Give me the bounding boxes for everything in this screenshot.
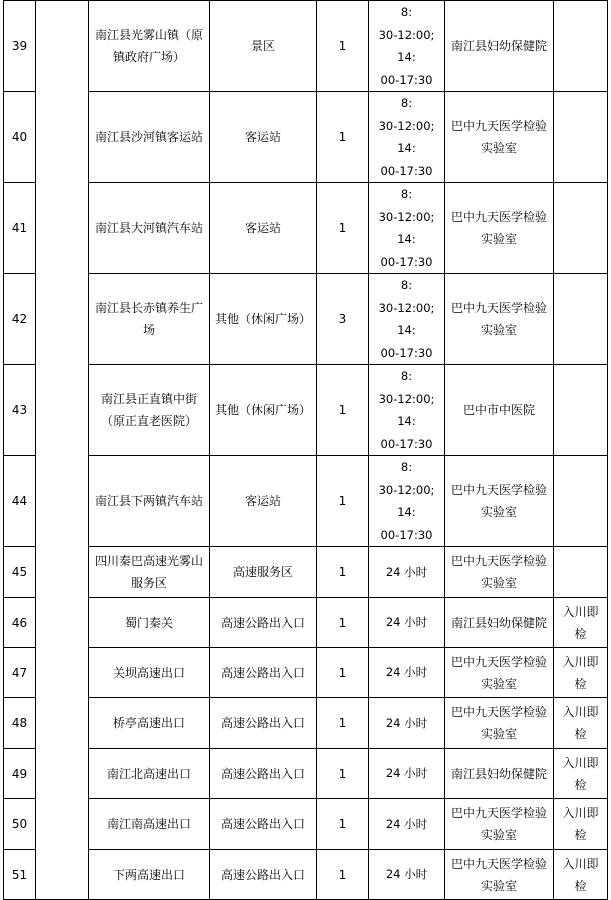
point-count-cell: 1: [317, 598, 369, 648]
row-number-cell: 51: [4, 850, 36, 900]
note-cell: 入川即检: [554, 648, 608, 698]
site-type-cell: 高速服务区: [210, 547, 317, 598]
service-hours-line: 14:: [397, 414, 416, 428]
site-name-cell: 桥亭高速出口: [89, 698, 210, 749]
row-number-cell: 42: [4, 274, 36, 365]
site-name-cell: 南江县沙河镇客运站: [89, 92, 210, 183]
row-number-cell: 43: [4, 365, 36, 456]
district-cell: [36, 799, 89, 850]
note-cell: [554, 456, 608, 547]
row-number-cell: 49: [4, 749, 36, 799]
row-number-cell: 39: [4, 1, 36, 92]
service-hours-line: 24 小时: [385, 816, 428, 831]
site-name-cell: 南江北高速出口: [89, 749, 210, 799]
district-cell: [36, 850, 89, 900]
site-type-cell: 高速公路出入口: [210, 850, 317, 900]
table-row: [4, 598, 608, 648]
site-type-cell: 客运站: [210, 183, 317, 274]
district-cell: [36, 1, 89, 92]
row-number-cell: 45: [4, 547, 36, 598]
service-hours-line: 14:: [397, 141, 416, 155]
lab-cell: 巴中九天医学检验实验室: [445, 92, 554, 183]
service-hours-line: 30-12:00;: [378, 209, 435, 224]
point-count-cell: 1: [317, 850, 369, 900]
service-hours-cell: [369, 648, 445, 698]
point-count-cell: 3: [317, 274, 369, 365]
service-hours-line: 30-12:00;: [378, 118, 435, 133]
service-hours-line: 24 小时: [385, 715, 428, 730]
lab-cell: 巴中九天医学检验实验室: [445, 183, 554, 274]
lab-cell: 巴中九天医学检验实验室: [445, 547, 554, 598]
table-row: [4, 92, 608, 183]
table-row: [4, 749, 608, 799]
table-row: [4, 1, 608, 92]
point-count-cell: 1: [317, 698, 369, 749]
service-hours-line: 00-17:30: [380, 163, 433, 178]
service-hours-line: 8:: [400, 460, 413, 474]
service-hours-line: 14:: [397, 323, 416, 337]
site-name-cell: 南江南高速出口: [89, 799, 210, 850]
table-row: [4, 698, 608, 749]
district-cell: [36, 648, 89, 698]
service-hours-line: 8:: [400, 96, 413, 110]
site-name-cell: 南江县光雾山镇（原镇政府广场）: [89, 1, 210, 92]
row-number-cell: 44: [4, 456, 36, 547]
district-cell: [36, 547, 89, 598]
point-count-cell: 1: [317, 799, 369, 850]
row-number-cell: 50: [4, 799, 36, 850]
service-hours-line: 24 小时: [385, 766, 428, 781]
district-cell: [36, 183, 89, 274]
service-hours-line: 00-17:30: [380, 436, 433, 451]
point-count-cell: 1: [317, 648, 369, 698]
service-hours-line: 30-12:00;: [378, 391, 435, 406]
service-hours-line: 8:: [400, 278, 413, 292]
point-count-cell: 1: [317, 749, 369, 799]
site-name-cell: 南江县大河镇汽车站: [89, 183, 210, 274]
row-number-cell: 48: [4, 698, 36, 749]
lab-cell: 南江县妇幼保健院: [445, 749, 554, 799]
lab-cell: 巴中九天医学检验实验室: [445, 456, 554, 547]
note-cell: 入川即检: [554, 850, 608, 900]
service-hours-cell: [369, 698, 445, 749]
table-body: [4, 1, 608, 900]
service-hours-line: 14:: [397, 505, 416, 519]
lab-cell: 南江县妇幼保健院: [445, 1, 554, 92]
note-cell: [554, 274, 608, 365]
site-name-cell: 下两高速出口: [89, 850, 210, 900]
note-cell: 入川即检: [554, 698, 608, 749]
lab-cell: 巴中市中医院: [445, 365, 554, 456]
service-hours-cell: [369, 274, 445, 365]
service-hours-line: 8:: [400, 369, 413, 383]
point-count-cell: 1: [317, 456, 369, 547]
lab-cell: 南江县妇幼保健院: [445, 598, 554, 648]
site-type-cell: 客运站: [210, 92, 317, 183]
district-cell: [36, 274, 89, 365]
service-hours-line: 14:: [397, 232, 416, 246]
lab-cell: 巴中九天医学检验实验室: [445, 274, 554, 365]
site-type-cell: 高速公路出入口: [210, 648, 317, 698]
row-number-cell: 41: [4, 183, 36, 274]
site-type-cell: 高速公路出入口: [210, 799, 317, 850]
point-count-cell: 1: [317, 365, 369, 456]
lab-cell: 巴中九天医学检验实验室: [445, 799, 554, 850]
note-cell: [554, 183, 608, 274]
note-cell: 入川即检: [554, 799, 608, 850]
service-hours-cell: [369, 92, 445, 183]
service-hours-line: 24 小时: [385, 665, 428, 680]
note-cell: 入川即检: [554, 749, 608, 799]
point-count-cell: 1: [317, 92, 369, 183]
service-hours-cell: [369, 850, 445, 900]
service-hours-line: 24 小时: [385, 615, 428, 630]
service-hours-cell: [369, 547, 445, 598]
lab-cell: 巴中九天医学检验实验室: [445, 648, 554, 698]
service-hours-cell: [369, 183, 445, 274]
table-row: [4, 456, 608, 547]
point-count-cell: 1: [317, 183, 369, 274]
site-type-cell: 其他（休闲广场）: [210, 365, 317, 456]
district-cell: [36, 456, 89, 547]
site-type-cell: 高速公路出入口: [210, 598, 317, 648]
service-hours-line: 30-12:00;: [378, 300, 435, 315]
table-row: [4, 799, 608, 850]
row-number-cell: 40: [4, 92, 36, 183]
site-name-cell: 南江县长赤镇养生广场: [89, 274, 210, 365]
site-type-cell: 客运站: [210, 456, 317, 547]
site-name-cell: 南江县正直镇中街（原正直老医院）: [89, 365, 210, 456]
site-name-cell: 关坝高速出口: [89, 648, 210, 698]
note-cell: 入川即检: [554, 598, 608, 648]
site-type-cell: 景区: [210, 1, 317, 92]
service-hours-line: 24 小时: [385, 867, 428, 882]
row-number-cell: 46: [4, 598, 36, 648]
service-hours-line: 00-17:30: [380, 254, 433, 269]
service-hours-line: 30-12:00;: [378, 27, 435, 42]
district-cell: [36, 598, 89, 648]
lab-cell: 巴中九天医学检验实验室: [445, 698, 554, 749]
note-cell: [554, 92, 608, 183]
site-type-cell: 其他（休闲广场）: [210, 274, 317, 365]
site-name-cell: 蜀门秦关: [89, 598, 210, 648]
note-cell: [554, 547, 608, 598]
service-hours-cell: [369, 456, 445, 547]
district-cell: [36, 749, 89, 799]
service-hours-line: 14:: [397, 50, 416, 64]
site-type-cell: 高速公路出入口: [210, 698, 317, 749]
table-row: [4, 648, 608, 698]
note-cell: [554, 1, 608, 92]
row-number-cell: 47: [4, 648, 36, 698]
service-hours-cell: [369, 365, 445, 456]
service-hours-line: 8:: [400, 5, 413, 19]
service-hours-line: 00-17:30: [380, 527, 433, 542]
site-name-cell: 四川秦巴高速光雾山服务区: [89, 547, 210, 598]
table-row: [4, 183, 608, 274]
lab-cell: 巴中九天医学检验实验室: [445, 850, 554, 900]
service-hours-cell: [369, 749, 445, 799]
table-row: [4, 365, 608, 456]
point-count-cell: 1: [317, 547, 369, 598]
service-hours-line: 00-17:30: [380, 345, 433, 360]
testing-sites-table: [3, 0, 608, 900]
service-hours-line: 8:: [400, 187, 413, 201]
district-cell: [36, 698, 89, 749]
district-cell: [36, 92, 89, 183]
service-hours-cell: [369, 799, 445, 850]
service-hours-line: 24 小时: [385, 564, 428, 579]
note-cell: [554, 365, 608, 456]
district-cell: [36, 365, 89, 456]
point-count-cell: 1: [317, 1, 369, 92]
service-hours-cell: [369, 598, 445, 648]
table-row: [4, 547, 608, 598]
service-hours-line: 00-17:30: [380, 72, 433, 87]
site-name-cell: 南江县下两镇汽车站: [89, 456, 210, 547]
table-row: [4, 274, 608, 365]
table-row: [4, 850, 608, 900]
site-type-cell: 高速公路出入口: [210, 749, 317, 799]
service-hours-cell: [369, 1, 445, 92]
service-hours-line: 30-12:00;: [378, 482, 435, 497]
